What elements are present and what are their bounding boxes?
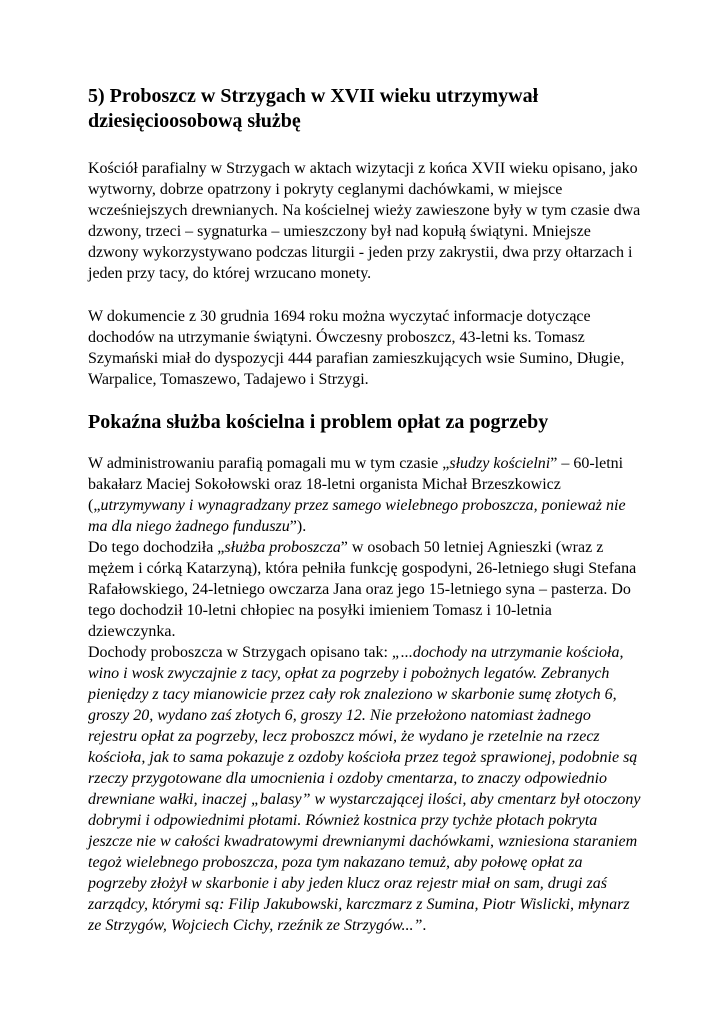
document-body [88,84,643,936]
italic-quote: „...dochody na utrzymanie kościoła, wino i wosk zwyczajnie z tacy, opłat za pogrzeby i pobożnych legatów. Zebranych pieniędzy z tacy mianowicie przez cały rok znaleziono w skarbonie sumę złotych 6, groszy 20, wydano zaś złotych 6, groszy 12. Nie przełożono natomiast żadnego rejestru opłat za pogrzeby, lecz proboszcz mówi, że wydano je rzetelnie na rzecz kościoła, jak to sama pokazuje z ozdoby kościoła przez tegoż sprawionej, podobnie są rzeczy przygotowane dla umocnienia i ozdoby cmentarza, to znaczy odpowiednio drewniane wałki, inaczej „balasy” w wystarczającej ilości, aby cmentarz był otoczony dobrymi i odpowiednimi płotami. Również kostnica przy tychże płotach pokryta jeszcze nie w całości kwadratowymi drewnianymi dachówkami, wzniesiona staraniem tegoż wielebnego proboszcza, poza tym nakazano temuż, aby połowę opłat za pogrzeby złożył w skarbonie i aby jeden klucz oraz rejestr miał on sam, drugi zaś zarządcy, którymi są: Filip Jakubowski, karczmarz z Sumina, Piotr Wislicki, młynarz ze Strzygów, Wojciech Cichy, rzeźnik ze Strzygów...” [88,644,641,934]
section-heading-1 [88,84,643,134]
italic-quote: utrzymywany i wynagradzany przez samego wielebnego proboszcza, ponieważ nie ma dla niego żadnego funduszu [88,497,626,535]
italic-run: służba proboszcza [224,539,341,556]
text-run: Dochody proboszcza w Strzygach opisano tak: [88,644,392,661]
paragraph-document-1694: W dokumencie z 30 grudnia 1694 roku można wyczytać informacje dotyczące dochodów na utrzymanie świątyni. Ówczesny proboszcz, 43-letni ks. Tomasz Szymański miał do dyspozycji 444 parafian zamieszkujących wsie Sumino, Długie, Warpalice, Tomaszewo, Tadajewo i Strzygi. [88,308,625,388]
text-run: W administrowaniu parafią pomagali mu w tym czasie „ [88,455,450,472]
section-heading-2: Pokaźna służba kościelna i problem opłat za pogrzeby [88,411,549,433]
text-run: ” – 60-letni bakałarz Maciej Sokołowski oraz 18-letni organista Michał Brzeszkowicz („ [88,455,624,514]
paragraph-church-servants [88,453,643,537]
text-run: ”). [289,518,307,535]
text-run: ” w osobach 50 letniej Agnieszki (wraz z mężem i córką Katarzyną), która pełniła funkcję gospodyni, 26-letniego sługi Stefana Rafałowskiego, 24-letniego owczarza Jana oraz jego 15-letniego syna – pasterza. Do tego dochodził 10-letni chłopiec na posyłki imieniem Tomasz i 10-letnia dziewczynka. [88,539,637,640]
heading-line-2: dziesięcioosobową służbę [88,110,301,132]
heading-line-1: 5) Proboszcz w Strzygach w XVII wieku utrzymywał [88,85,539,107]
text-run: Do tego dochodziła „ [88,539,225,556]
paragraph-priest-servants [88,537,643,642]
italic-run: słudzy kościelni [449,455,551,472]
paragraph-church-description: Kościół parafialny w Strzygach w aktach wizytacji z końca XVII wieku opisano, jako wytworny, dobrze opatrzony i pokryty ceglanymi dachówkami, w miejsce wcześniejszych drewnianych. Na kościelnej wieży zawieszone były w tym czasie dwa dzwony, trzeci – sygnaturka – umieszczony był nad kopułą świątyni. Mniejsze dzwony wykorzystywano podczas liturgii - jeden przy zakrystii, dwa przy ołtarzach i jeden przy tacy, do której wrzucano monety. [88,160,641,282]
paragraph-income-quote [88,642,643,936]
text-run: . [422,917,427,934]
